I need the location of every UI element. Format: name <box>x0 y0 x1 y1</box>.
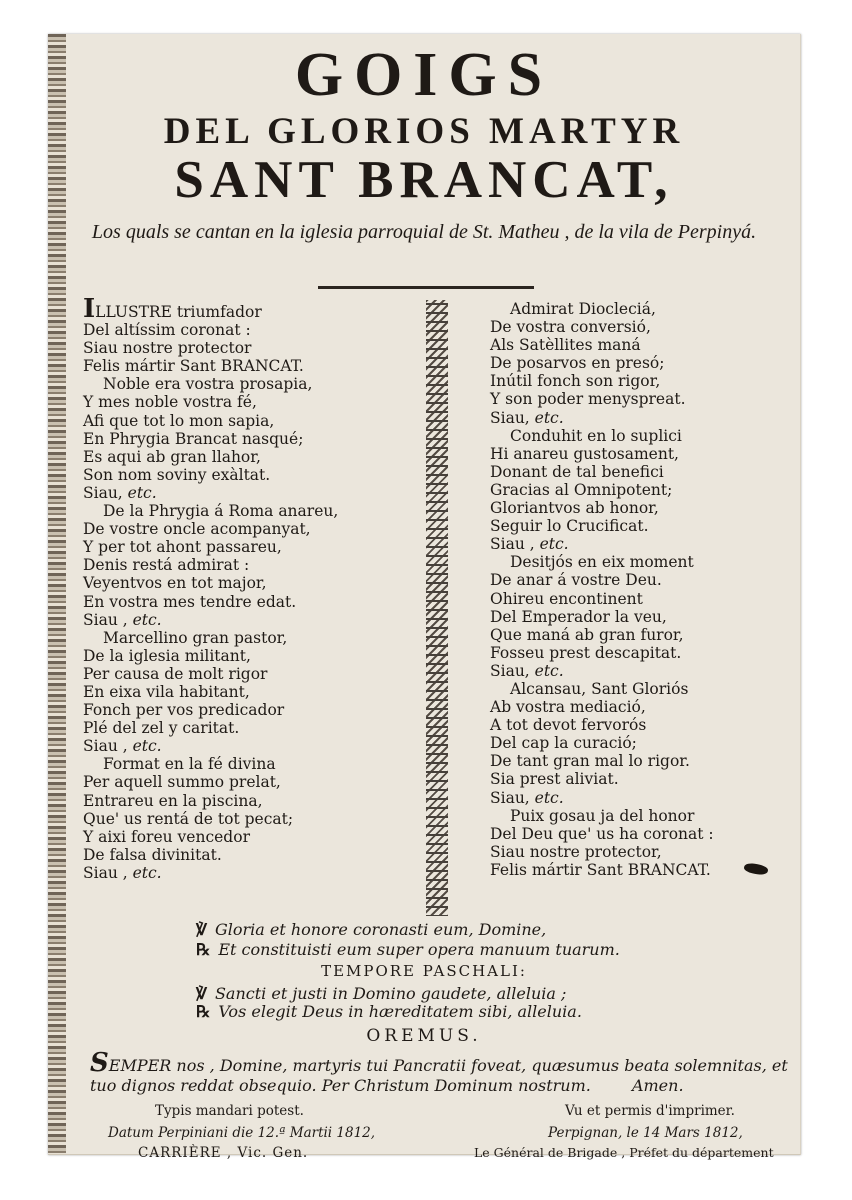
verse-text: Hi anareu gustosament, <box>490 444 679 463</box>
verse-text: Del Emperador la veu, <box>490 607 667 626</box>
verse-text: De vostre oncle acompanyat, <box>83 520 311 539</box>
verse-text: Conduhit en lo suplici <box>510 426 682 445</box>
verse-line <box>490 390 790 408</box>
versicle-1 <box>48 920 800 940</box>
verse-line <box>83 466 403 484</box>
verse-text: Puix gosau ja del honor <box>510 806 695 825</box>
verse-text: Desitjós en eix moment <box>510 553 694 572</box>
verse-line <box>490 409 790 427</box>
verse-line <box>490 825 790 843</box>
verse-line <box>83 520 403 538</box>
versicle-icon: ℣ <box>196 920 207 939</box>
verse-line <box>490 372 790 390</box>
footer-left-3: CARRIÈRE , Vic. Gen. <box>138 1145 309 1161</box>
verse-line <box>490 752 790 770</box>
verse-text: Son nom soviny exàltat. <box>83 465 271 484</box>
verse-line <box>490 734 790 752</box>
verse-text: Marcellino gran pastor, <box>103 628 288 647</box>
verse-text: Siau , etc. <box>83 610 162 629</box>
verse-text: Siau nostre protector, <box>490 842 662 861</box>
verse-line <box>83 864 403 882</box>
verse-line <box>83 339 403 357</box>
title-sant-brancat: SANT BRANCAT, <box>174 151 674 209</box>
verse-text: Entrareu en la piscina, <box>83 791 263 810</box>
verse-text: Siau, etc. <box>490 408 564 427</box>
verse-line <box>490 427 790 445</box>
verse-line <box>490 716 790 734</box>
verse-text: Seguir lo Crucificat. <box>490 517 649 536</box>
verse-text: A tot devot fervorós <box>490 716 647 735</box>
verse-line <box>490 499 790 517</box>
footer-right-3: Le Général de Brigade , Préfet du département <box>474 1145 774 1160</box>
verse-text: De anar á vostre Deu. <box>490 571 662 590</box>
title-rule <box>318 286 534 289</box>
verse-line <box>83 448 403 466</box>
verse-text: Que' us rentá de tot pecat; <box>83 809 294 828</box>
verse-text: Fosseu prest descapitat. <box>490 643 682 662</box>
verse-line <box>83 719 403 737</box>
verse-text: De la Phrygia á Roma anareu, <box>103 502 339 521</box>
verse-line <box>83 357 403 375</box>
verse-line <box>490 680 790 698</box>
verse-text: De la iglesia militant, <box>83 646 251 665</box>
prayer-text <box>90 1048 790 1096</box>
verse-text: Noble era vostra prosapia, <box>103 375 313 394</box>
verse-text: Es aqui ab gran llahor, <box>83 447 261 466</box>
footer-left-2: Datum Perpiniani die 12.ª Martii 1812, <box>108 1125 376 1141</box>
verse-line <box>490 481 790 499</box>
verse-text: Siau , etc. <box>490 535 569 554</box>
verse-text: Plé del zel y caritat. <box>83 719 240 738</box>
verse-line <box>83 321 403 339</box>
verse-line <box>490 300 790 318</box>
verse-text: Siau, etc. <box>83 483 157 502</box>
verse-line <box>83 647 403 665</box>
versicle-icon: ℣ <box>196 984 207 1003</box>
verse-line <box>83 375 403 393</box>
verse-text: Siau, etc. <box>490 788 564 807</box>
prayer-drop-cap: S <box>90 1048 109 1078</box>
verse-line <box>490 336 790 354</box>
verse-line <box>490 463 790 481</box>
response-1-text: Et constituisti eum super opera manuum tuarum. <box>218 940 620 959</box>
verse-line <box>83 792 403 810</box>
tempore-paschali: TEMPORE PASCHALI: <box>321 962 527 980</box>
verse-text: Y per tot ahont passareu, <box>83 538 282 557</box>
verse-line <box>83 810 403 828</box>
verse-text: Als Satèllites maná <box>490 336 641 355</box>
verse-text: Donant de tal benefici <box>490 462 664 481</box>
response-icon: ℞ <box>196 940 211 959</box>
verse-text: Per causa de molt rigor <box>83 664 268 683</box>
verse-text: Ohireu encontinent <box>490 589 643 608</box>
verse-line <box>490 789 790 807</box>
verse-text: Alcansau, Sant Gloriós <box>510 679 689 698</box>
verse-line <box>490 626 790 644</box>
verse-text: Del cap la curació; <box>490 734 637 753</box>
verse-text: Siau , etc. <box>83 737 162 756</box>
verse-line <box>490 698 790 716</box>
verse-line <box>83 538 403 556</box>
drop-cap: I <box>83 294 96 324</box>
verse-text: En vostra mes tendre edat. <box>83 592 297 611</box>
verse-line <box>83 294 403 324</box>
title-goigs: GOIGS <box>294 41 554 109</box>
verse-line <box>490 644 790 662</box>
verse-line <box>83 430 403 448</box>
verse-line <box>83 556 403 574</box>
verse-line <box>490 318 790 336</box>
verse-line <box>490 770 790 788</box>
verse-line <box>490 354 790 372</box>
verse-line <box>83 502 403 520</box>
verse-text: Admirat Diocleciá, <box>510 300 656 318</box>
verse-line <box>83 393 403 411</box>
subtitle: Los quals se cantan en la iglesia parroquial de St. Matheu , de la vila de Perpinyá. <box>91 221 757 243</box>
response-1 <box>48 940 800 960</box>
verse-text: Inútil fonch son rigor, <box>490 372 661 391</box>
verse-column-right <box>490 300 790 879</box>
verse-text: Ab vostra mediació, <box>490 698 646 717</box>
verse-text: Siau , etc. <box>83 863 162 882</box>
verse-text: De vostra conversió, <box>490 318 651 337</box>
verse-line <box>83 593 403 611</box>
verse-column-left <box>83 294 403 882</box>
verse-text: Y son poder menyspreat. <box>490 390 686 409</box>
verse-text: Siau nostre protector <box>83 339 252 358</box>
verse-line <box>490 571 790 589</box>
verse-text: Gracias al Omnipotent; <box>490 480 673 499</box>
verse-text: En Phrygia Brancat nasqué; <box>83 429 304 448</box>
prayer-amen: Amen. <box>631 1076 684 1095</box>
verse-line <box>490 608 790 626</box>
verse-text: Afi que tot lo mon sapia, <box>83 411 275 430</box>
verse-line <box>490 517 790 535</box>
verse-text: LLUSTRE triumfador <box>95 303 262 321</box>
versicle-2-text: Sancti et justi in Domino gaudete, alleluia ; <box>214 984 567 1003</box>
verse-text: Denis restá admirat : <box>83 556 250 575</box>
footer-right-1: Vu et permis d'imprimer. <box>565 1103 735 1119</box>
verse-line <box>490 445 790 463</box>
verse-line <box>83 412 403 430</box>
verse-line <box>490 807 790 825</box>
verse-text: Gloriantvos ab honor, <box>490 499 659 518</box>
verse-line <box>490 553 790 571</box>
verse-line <box>83 828 403 846</box>
verse-text: Felis mártir Sant BRANCAT. <box>83 357 304 376</box>
verse-text: Que maná ab gran furor, <box>490 625 684 644</box>
verse-text: Del altíssim coronat : <box>83 321 251 340</box>
verse-text: Siau, etc. <box>490 661 564 680</box>
verse-line <box>83 846 403 864</box>
versicle-1-text: Gloria et honore coronasti eum, Domine, <box>214 920 547 939</box>
verse-text: Format en la fé divina <box>103 755 276 774</box>
verse-text: De falsa divinitat. <box>83 845 222 864</box>
verse-line <box>83 611 403 629</box>
response-icon: ℞ <box>196 1002 211 1021</box>
verse-line <box>490 843 790 861</box>
footer-left-1: Typis mandari potest. <box>155 1103 304 1119</box>
ornamental-divider <box>426 300 448 916</box>
verse-line <box>83 574 403 592</box>
verse-line <box>490 590 790 608</box>
verse-line <box>83 683 403 701</box>
footer-right-2: Perpignan, le 14 Mars 1812, <box>548 1125 743 1141</box>
verse-text: Felis mártir Sant BRANCAT. <box>490 860 711 879</box>
verse-text: Y aixi foreu vencedor <box>83 827 250 846</box>
verse-text: Del Deu que' us ha coronat : <box>490 824 714 843</box>
verse-line <box>490 535 790 553</box>
verse-line <box>83 737 403 755</box>
verse-line <box>83 665 403 683</box>
prayer-body: EMPER nos , Domine, martyris tui Pancratii foveat, quæsumus beata solemnitas, et tuo dignos reddat obsequio. Per Christum Dominum nostrum. <box>90 1056 788 1095</box>
verse-text: Per aquell summo prelat, <box>83 773 281 792</box>
verse-text: En eixa vila habitant, <box>83 682 250 701</box>
verse-text: Y mes noble vostra fé, <box>83 393 257 412</box>
verse-line <box>490 662 790 680</box>
verse-line <box>83 629 403 647</box>
verse-text: Veyentvos en tot major, <box>83 574 267 593</box>
versicle-2 <box>48 984 800 1004</box>
verse-text: De posarvos en presó; <box>490 354 665 373</box>
response-2 <box>48 1002 800 1022</box>
verse-line <box>83 484 403 502</box>
verse-text: Sia prest aliviat. <box>490 770 619 789</box>
title-del-glorios-martyr: DEL GLORIOS MARTYR <box>163 111 685 152</box>
verse-line <box>83 701 403 719</box>
oremus-heading: OREMUS. <box>366 1026 482 1046</box>
verse-text: De tant gran mal lo rigor. <box>490 752 690 771</box>
verse-text: Fonch per vos predicador <box>83 701 285 720</box>
verse-line <box>83 773 403 791</box>
verse-line <box>83 755 403 773</box>
response-2-text: Vos elegit Deus in hæreditatem sibi, alleluia. <box>218 1002 582 1021</box>
